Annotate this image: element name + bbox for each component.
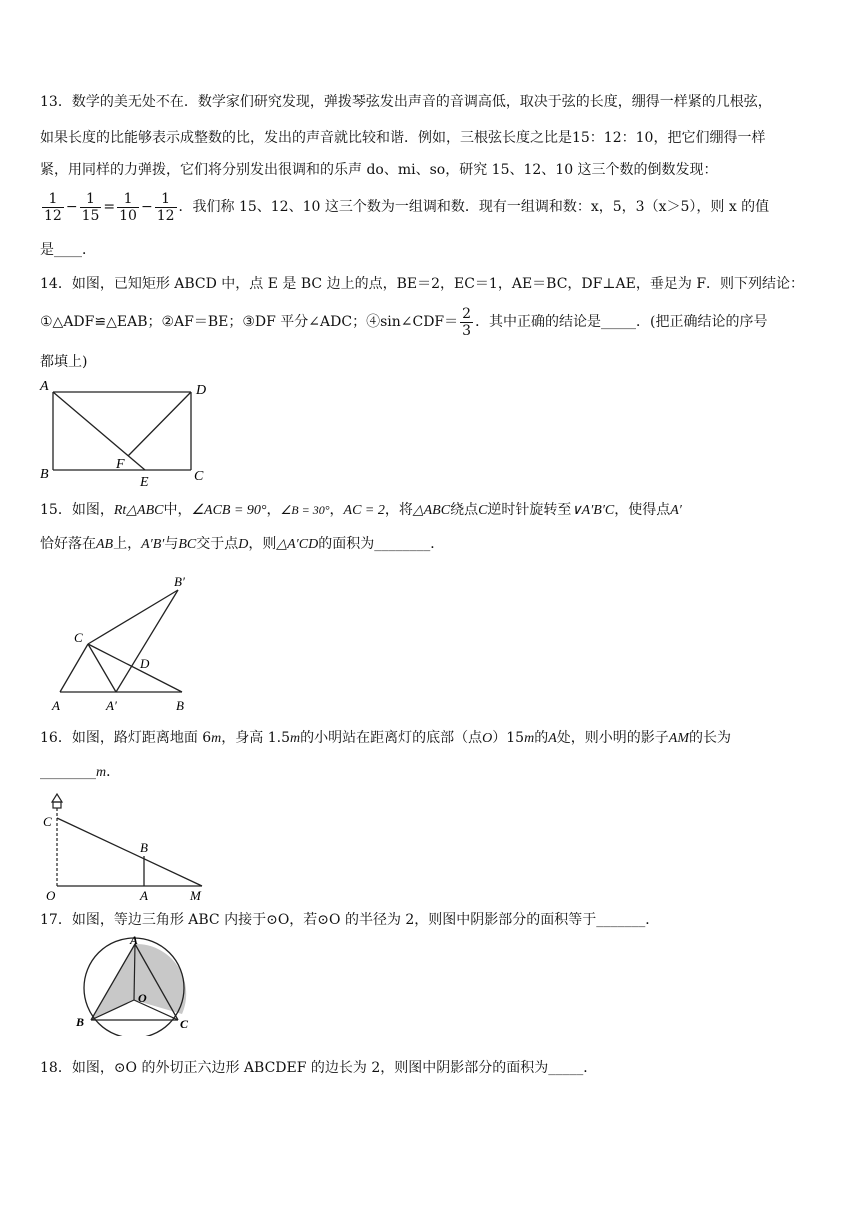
q14-line-2: ①△ADF≌△EAB；②AF＝BE；③DF 平分∠ADC；④sin∠CDF＝ $\frac{2}{3}$ ．其中正确的结论是_____．(把正确结论的序号 xyxy=(40,305,768,339)
label-D: D xyxy=(196,383,207,398)
label-A: A xyxy=(140,888,148,902)
q14-rectangle-figure xyxy=(36,376,216,486)
fraction-2-3: $\frac{2}{3}$ xyxy=(462,305,472,339)
fraction-1-12: $\frac{1}{12}$ xyxy=(44,190,62,224)
label-B: B xyxy=(76,1015,85,1029)
minus-sign: − xyxy=(65,199,78,215)
q14-line-1: 14．如图，已知矩形 ABCD 中，点 E 是 BC 边上的点，BE＝2，EC＝1，AE＝BC，DF⊥AE，垂足为 F．则下列结论： xyxy=(40,276,805,292)
label-D: D xyxy=(140,656,150,671)
q16-line-2: ________m． xyxy=(40,764,121,780)
label-B: B xyxy=(140,840,148,855)
q17-circle-figure xyxy=(74,936,204,1036)
label-C: C xyxy=(194,469,204,484)
q15-line-1: 15．如图，Rt△ABC中，∠ACB = 90°，∠B = 30°，AC = 2，将△ABC绕点C逆时针旋转至∨A′B′C，使得点A′ xyxy=(40,502,682,518)
label-A: A xyxy=(40,379,49,394)
label-C: C xyxy=(43,814,52,829)
q13-line-1: 13．数学的美无处不在．数学家们研究发现，弹拨琴弦发出声音的音调高低，取决于弦的长度，绷得一样紧的几根弦， xyxy=(40,94,772,110)
label-A: A xyxy=(52,698,60,713)
q18-line-1: 18．如图，⊙O 的外切正六边形 ABCDEF 的边长为 2，则图中阴影部分的面积为_____． xyxy=(40,1060,598,1076)
label-M: M xyxy=(190,888,201,902)
label-E: E xyxy=(140,475,149,486)
q15-rotation-figure xyxy=(40,572,210,720)
label-C: C xyxy=(180,1017,189,1031)
q13-line-4-text: ．我们称 15、12、10 这三个数为一组调和数．现有一组调和数：x，5，3（x＞5），则 x 的值 xyxy=(178,199,770,215)
lamp-icon xyxy=(52,794,62,808)
label-C: C xyxy=(74,630,83,645)
q16-line-1: 16．如图，路灯距离地面 6m，身高 1.5m的小明站在距离灯的底部（点O）15m的A处，则小明的影子AM的长为 xyxy=(40,730,731,746)
label-B: B xyxy=(176,698,184,713)
fraction-1-15: $\frac{1}{15}$ xyxy=(81,190,100,224)
label-F: F xyxy=(116,457,125,472)
label-A-prime: A′ xyxy=(106,698,117,713)
q13-line-4 xyxy=(40,188,769,226)
q13-line-5: 是____． xyxy=(40,242,96,258)
label-B-prime: B′ xyxy=(174,574,185,589)
q17-line-1: 17．如图，等边三角形 ABC 内接于⊙O，若⊙O 的半径为 2，则图中阴影部分的面积等于_______． xyxy=(40,912,660,928)
q15-line-2: 恰好落在AB上，A′B′与BC交于点D，则△A′CD的面积为________． xyxy=(40,536,445,552)
fraction-1-10: $\frac{1}{10}$ xyxy=(119,190,137,224)
label-A: A xyxy=(130,936,139,947)
label-B: B xyxy=(40,467,49,482)
fraction-1-12b: $\frac{1}{12}$ xyxy=(156,190,175,224)
equals-sign: = xyxy=(103,199,116,215)
q14-line-3: 都填上) xyxy=(40,354,88,370)
q16-streetlight-figure xyxy=(36,792,216,902)
label-O: O xyxy=(46,888,56,902)
label-O: O xyxy=(138,991,147,1005)
q13-line-3: 紧，用同样的力弹拨，它们将分别发出很调和的乐声 do、mi、so，研究 15、12、10 这三个数的倒数发现： xyxy=(40,162,718,178)
minus-sign: − xyxy=(140,199,153,215)
q13-line-2: 如果长度的比能够表示成整数的比，发出的声音就比较和谐．例如，三根弦长度之比是15：12：10，把它们绷得一样 xyxy=(40,130,766,146)
